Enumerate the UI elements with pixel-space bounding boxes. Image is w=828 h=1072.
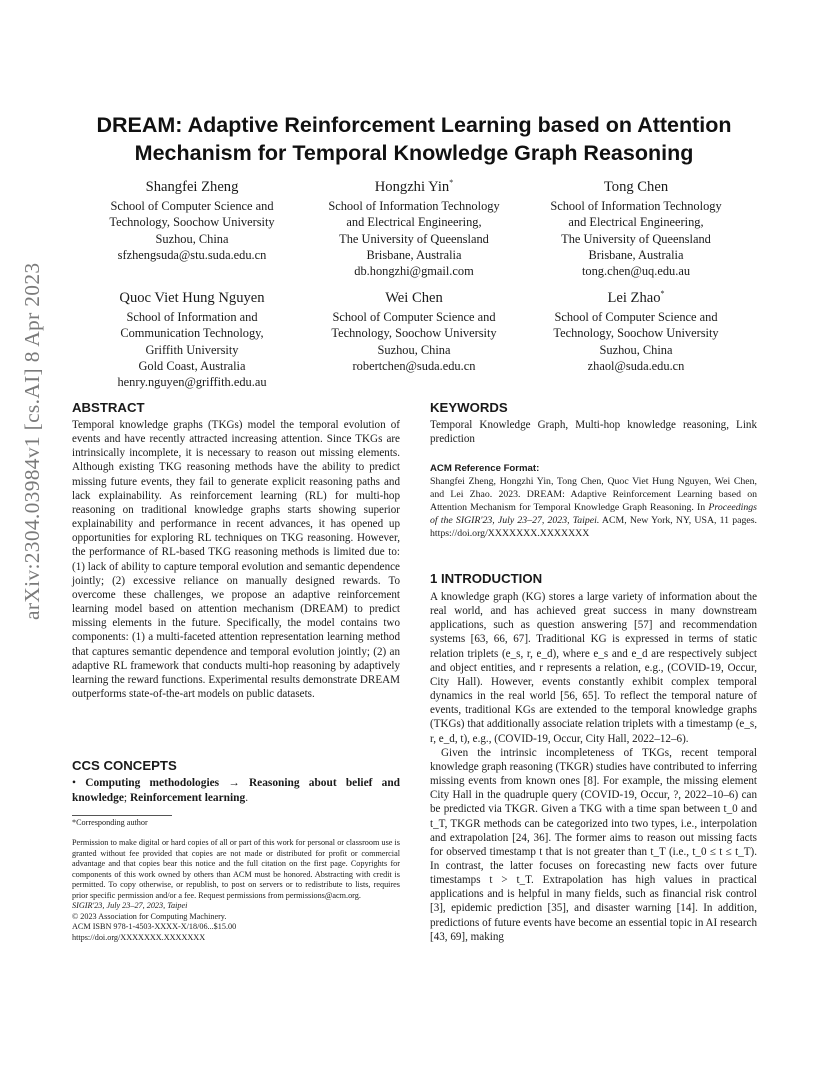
author-affiliation: School of Computer Science and: [332, 310, 496, 324]
author-block: [299, 289, 529, 374]
paper-title: [70, 111, 758, 167]
introduction-section: [430, 570, 757, 944]
author-location: Suzhou, China: [599, 342, 673, 357]
keywords-section: [430, 399, 757, 446]
author-name: Wei Chen: [385, 290, 443, 306]
author-name: Tong Chen: [603, 179, 669, 195]
author-block: [521, 289, 751, 374]
author-email: db.hongzhi@gmail.com: [354, 264, 474, 279]
author-affiliation: Technology, Soochow University: [331, 326, 497, 341]
permission-block: [72, 838, 400, 943]
abstract-text: Temporal knowledge graphs (TKGs) model the temporal evolution of events and have recently attracted increasing attention. Since TKGs are intrinsically incomplete, it is necessary to reason out missing elements. Although existing TKG reasoning methods have the ability to predict missing future events, they fail to generate explicit reasoning paths and lack explainability. As reinforcement learning (RL) for multi-hop reasoning on traditional knowledge graphs starts showing superior explainability and performance in recent advances, it has opened up opportunities for exploring RL techniques on TKG reasoning. However, the performance of RL-based TKG reasoning methods is limited due to: (1) lack of ability to capture temporal evolution and semantic dependence jointly; (2) excessive reliance on manually designed rewards. To overcome these challenges, we propose an adaptive reinforcement learning model based on attention mechanism (DREAM) to predict missing elements in the future. Specifically, the model contains two components: (1) a multi-faceted attention representation learning method that captures semantic dependence and temporal evolution jointly; (2) an adaptive RL framework that conducts multi-hop reasoning by adaptively learning the reward functions. Experimental results demonstrate DREAM outperforms state-of-the-art models on public datasets.: [72, 419, 400, 700]
author-affiliation: and Electrical Engineering,: [346, 215, 482, 230]
intro-paragraph-2: Given the intrinsic incompleteness of TKGs, recent temporal knowledge graph reasoning (TKGR) studies have contributed to inferring missing events from known ones [8]. For example, the missing element City Hall in the quadruple query (COVID-19, Occur, ?, 2022–10–6) can be predicted via TKGR. Given a TKG with a time span between t_0 and t_T, TKGR methods can be categorized into two types, i.e., interpolation and extrapolation [24, 36]. The former aims to reason out missing facts for observed timestamp t that is not greater than t_T (i.e., t_0 ≤ t ≤ t_T). In contrast, the latter focuses on forecasting new facts over future timestamps t > t_T. Extrapolation has high values in practical applications and is helpful in many fields, such as financial risk control [3], epidemic prediction [35], and disaster warning [14]. In addition, predictions of future events have become an essential topic in AI research [43, 69], making: [430, 746, 757, 943]
footnote-rule: [72, 815, 172, 816]
ccs-end: .: [245, 792, 249, 804]
ccs-separator: ;: [123, 792, 128, 804]
ccs-text: [72, 776, 400, 806]
author-email: tong.chen@uq.edu.au: [581, 264, 691, 279]
ccs-arrow: →: [228, 777, 240, 789]
ref-part: Shangfei Zheng, Hongzhi Yin, Tong Chen, Quoc Viet Hung Nguyen, Wei Chen, and Lei Zhao. 2023. DREAM: Adaptive Reinforcement Learning based on Attention Mechanism for Temporal Knowledge Graph Reasoning. In: [430, 476, 757, 513]
acm-reference-heading: ACM Reference Format:: [430, 463, 540, 474]
author-affiliation: and Electrical Engineering,: [568, 215, 704, 230]
ccs-term: Reasoning about belief and knowledge: [72, 777, 400, 804]
author-affiliation: School of Computer Science and: [110, 199, 274, 213]
author-mark: *: [449, 178, 454, 188]
ccs-section: [72, 757, 400, 806]
abstract-section: [72, 399, 400, 701]
doi: https://doi.org/XXXXXXX.XXXXXXX: [72, 932, 206, 942]
ccs-term: Reinforcement learning: [129, 792, 246, 804]
author-affiliation: School of Computer Science and: [554, 310, 718, 324]
author-location: Suzhou, China: [377, 342, 451, 357]
footnote: *Corresponding author: [72, 818, 148, 827]
ref-part: ACM, New York, NY, USA, 11 pages. https://doi.org/XXXXXXX.XXXXXXX: [430, 515, 757, 539]
author-affiliation: Technology, Soochow University: [553, 326, 719, 341]
author-location: Gold Coast, Australia: [138, 358, 246, 373]
keywords-heading: KEYWORDS: [430, 400, 508, 415]
author-email: zhaol@suda.edu.cn: [587, 358, 685, 373]
author-affiliation: Griffith University: [145, 342, 239, 357]
author-affiliation: The University of Queensland: [561, 231, 711, 246]
author-location: Brisbane, Australia: [588, 247, 684, 262]
title-line-1: DREAM: Adaptive Reinforcement Learning based on Attention: [96, 113, 732, 137]
author-block: [299, 178, 529, 279]
author-name: Shangfei Zheng: [145, 179, 239, 195]
author-affiliation: School of Information Technology: [550, 199, 722, 213]
ref-venue: Proceedings of the SIGIR'23, July 23–27, 2023, Taipei.: [430, 502, 757, 526]
acm-reference-text: [430, 475, 757, 540]
venue-short: SIGIR'23, July 23–27, 2023, Taipei: [72, 901, 188, 910]
author-name: Hongzhi Yin: [374, 179, 450, 195]
author-email: sfzhengsuda@stu.suda.edu.cn: [117, 247, 267, 262]
author-name: Quoc Viet Hung Nguyen: [119, 290, 265, 306]
author-affiliation: Technology, Soochow University: [109, 215, 275, 230]
author-affiliation: School of Information Technology: [328, 199, 500, 213]
author-location: Suzhou, China: [155, 231, 229, 246]
title-line-2: Mechanism for Temporal Knowledge Graph Reasoning: [134, 141, 694, 165]
isbn: ACM ISBN 978-1-4503-XXXX-X/18/06...$15.00: [72, 922, 237, 931]
author-block: [521, 178, 751, 279]
author-email: henry.nguyen@griffith.edu.au: [117, 375, 267, 390]
author-block: [77, 289, 307, 390]
acm-reference: [430, 462, 757, 540]
author-affiliation: The University of Queensland: [339, 231, 489, 246]
author-affiliation: Communication Technology,: [120, 326, 264, 341]
author-name: Lei Zhao: [607, 290, 661, 306]
abstract-heading: ABSTRACT: [72, 400, 145, 415]
author-mark: *: [660, 289, 665, 299]
author-affiliation: School of Information and: [126, 310, 258, 324]
ccs-bullet: •: [72, 777, 76, 789]
ccs-term: Computing methodologies: [85, 777, 220, 789]
permission-text: Permission to make digital or hard copies of all or part of this work for personal or classroom use is granted without fee provided that copies are not made or distributed for profit or commercial advantage and that copies bear this notice and the full citation on the first page. Copyrights for components of this work owned by others than ACM must be honored. Abstracting with credit is permitted. To copy otherwise, or republish, to post on servers or to redistribute to lists, requires prior specific permission and/or a fee. Request permissions from permissions@acm.org.: [72, 838, 400, 900]
author-email: robertchen@suda.edu.cn: [352, 358, 476, 373]
author-location: Brisbane, Australia: [366, 247, 462, 262]
intro-paragraph-1: A knowledge graph (KG) stores a large variety of information about the real world, and has achieved great success in many downstream applications, such as question answering [57] and recommendation systems [63, 66, 67]. Traditional KG is expressed in terms of static relation triplets (e_s, r, e_d), where e_s and e_d are respectively subject and object entities, and r represents a relation, e.g., (COVID-19, Occur, City Hall). However, events constantly exhibit complex temporal dynamics in the real world [56, 65]. To reflect the temporal nature of events, traditional KGs are extended to the temporal knowledge graphs (TKGs) that additionally associate relation triplets with a timestamp (e_s, r, e_d, t), e.g., (COVID-19, Occur, City Hall, 2022–12–6).: [430, 591, 757, 745]
arxiv-stamp: arXiv:2304.03984v1 [cs.AI] 8 Apr 2023: [20, 262, 44, 620]
copyright: © 2023 Association for Computing Machinery.: [72, 911, 227, 921]
keywords-text: Temporal Knowledge Graph, Multi-hop knowledge reasoning, Link prediction: [430, 419, 757, 446]
author-block: [77, 178, 307, 263]
ccs-heading: CCS CONCEPTS: [72, 758, 177, 773]
intro-heading: 1 INTRODUCTION: [430, 571, 543, 586]
